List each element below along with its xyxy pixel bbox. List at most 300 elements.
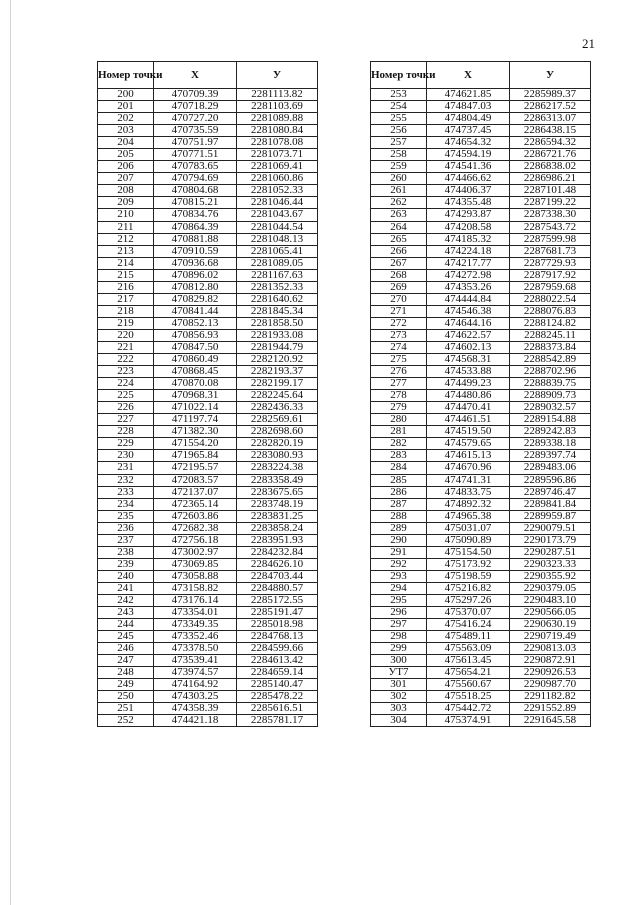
cell-x: 475370.07 <box>427 607 510 619</box>
cell-point-number: 277 <box>371 378 427 390</box>
cell-point-number: 262 <box>371 197 427 209</box>
cell-x: 474594.19 <box>427 149 510 161</box>
cell-point-number: 210 <box>98 209 154 221</box>
cell-y: 2282820.19 <box>237 438 318 450</box>
table-row <box>98 438 318 450</box>
cell-x: 473378.50 <box>154 643 237 655</box>
page-number: 21 <box>582 36 595 51</box>
cell-x: 474355.48 <box>427 197 510 209</box>
cell-x: 470868.45 <box>154 366 237 378</box>
cell-x: 475154.50 <box>427 546 510 558</box>
cell-x: 471965.84 <box>154 450 237 462</box>
table-row <box>98 450 318 462</box>
table-row <box>98 354 318 366</box>
cell-x: 470852.13 <box>154 317 237 329</box>
table-row <box>371 269 591 281</box>
cell-x: 474499.23 <box>427 378 510 390</box>
cell-point-number: 205 <box>98 149 154 161</box>
cell-point-number: 246 <box>98 643 154 655</box>
cell-y: 2285018.98 <box>237 619 318 631</box>
cell-point-number: 204 <box>98 137 154 149</box>
cell-point-number: 290 <box>371 534 427 546</box>
table-row <box>98 390 318 402</box>
cell-y: 2284703.44 <box>237 570 318 582</box>
table-row <box>98 341 318 353</box>
cell-x: 470709.39 <box>154 89 237 101</box>
cell-point-number: 275 <box>371 354 427 366</box>
table-row <box>98 691 318 703</box>
cell-y: 2285172.55 <box>237 594 318 606</box>
cell-x: 474615.13 <box>427 450 510 462</box>
cell-point-number: 221 <box>98 341 154 353</box>
cell-point-number: 251 <box>98 703 154 715</box>
cell-x: 470860.49 <box>154 354 237 366</box>
table-row <box>98 546 318 558</box>
table-row <box>371 655 591 667</box>
cell-x: 474546.38 <box>427 305 510 317</box>
table-header-row <box>98 62 318 89</box>
table-row <box>98 221 318 233</box>
cell-y: 2285781.17 <box>237 715 318 727</box>
cell-point-number: 260 <box>371 173 427 185</box>
cell-point-number: 233 <box>98 486 154 498</box>
cell-y: 2281944.79 <box>237 341 318 353</box>
table-row <box>98 305 318 317</box>
cell-point-number: 266 <box>371 245 427 257</box>
table-row <box>98 173 318 185</box>
cell-point-number: 267 <box>371 257 427 269</box>
cell-x: 475489.11 <box>427 631 510 643</box>
coordinates-table-left <box>97 61 318 727</box>
table-row <box>98 209 318 221</box>
cell-y: 2286838.02 <box>510 161 591 173</box>
header-point-number: Номер точки <box>371 62 427 89</box>
cell-y: 2283951.93 <box>237 534 318 546</box>
table-row <box>371 293 591 305</box>
cell-x: 473069.85 <box>154 558 237 570</box>
cell-y: 2288245.11 <box>510 329 591 341</box>
table-row <box>371 89 591 101</box>
cell-point-number: 252 <box>98 715 154 727</box>
table-row <box>98 317 318 329</box>
cell-point-number: 222 <box>98 354 154 366</box>
cell-point-number: 269 <box>371 281 427 293</box>
table-row <box>371 378 591 390</box>
cell-x: 470834.76 <box>154 209 237 221</box>
table-row <box>371 438 591 450</box>
cell-x: 474892.32 <box>427 498 510 510</box>
table-row <box>371 149 591 161</box>
cell-y: 2281046.44 <box>237 197 318 209</box>
cell-point-number: 212 <box>98 233 154 245</box>
cell-y: 2288373.84 <box>510 341 591 353</box>
cell-y: 2289483.06 <box>510 462 591 474</box>
cell-x: 470856.93 <box>154 329 237 341</box>
cell-y: 2290926.53 <box>510 667 591 679</box>
cell-point-number: 298 <box>371 631 427 643</box>
cell-x: 474533.88 <box>427 366 510 378</box>
cell-x: 473352.46 <box>154 631 237 643</box>
cell-point-number: 232 <box>98 474 154 486</box>
cell-point-number: 225 <box>98 390 154 402</box>
table-row <box>371 101 591 113</box>
cell-y: 2281065.41 <box>237 245 318 257</box>
cell-x: 472682.38 <box>154 522 237 534</box>
cell-x: 474272.98 <box>427 269 510 281</box>
cell-point-number: 284 <box>371 462 427 474</box>
cell-y: 2284659.14 <box>237 667 318 679</box>
table-row <box>371 631 591 643</box>
cell-point-number: 208 <box>98 185 154 197</box>
cell-y: 2283358.49 <box>237 474 318 486</box>
cell-point-number: 200 <box>98 89 154 101</box>
cell-point-number: 278 <box>371 390 427 402</box>
header-y: У <box>237 62 318 89</box>
cell-point-number: 271 <box>371 305 427 317</box>
cell-y: 2290483.10 <box>510 594 591 606</box>
cell-x: 474217.77 <box>427 257 510 269</box>
cell-point-number: 237 <box>98 534 154 546</box>
cell-y: 2288124.82 <box>510 317 591 329</box>
cell-point-number: 280 <box>371 414 427 426</box>
cell-x: 473974.57 <box>154 667 237 679</box>
table-row <box>98 474 318 486</box>
table-row <box>371 414 591 426</box>
cell-y: 2288022.54 <box>510 293 591 305</box>
cell-y: 2284626.10 <box>237 558 318 570</box>
cell-y: 2282193.37 <box>237 366 318 378</box>
table-row <box>98 426 318 438</box>
table-row <box>371 341 591 353</box>
cell-point-number: 213 <box>98 245 154 257</box>
cell-y: 2283858.24 <box>237 522 318 534</box>
cell-y: 2281103.69 <box>237 101 318 113</box>
cell-point-number: 274 <box>371 341 427 353</box>
cell-x: 472365.14 <box>154 498 237 510</box>
cell-y: 2287543.72 <box>510 221 591 233</box>
cell-x: 471382.30 <box>154 426 237 438</box>
cell-point-number: 295 <box>371 594 427 606</box>
cell-x: 470815.21 <box>154 197 237 209</box>
table-row <box>98 281 318 293</box>
table-row <box>371 703 591 715</box>
cell-y: 2281069.41 <box>237 161 318 173</box>
cell-y: 2290323.33 <box>510 558 591 570</box>
cell-y: 2281080.84 <box>237 125 318 137</box>
table-row <box>371 510 591 522</box>
cell-y: 2289841.84 <box>510 498 591 510</box>
cell-y: 2286313.07 <box>510 113 591 125</box>
cell-y: 2286986.21 <box>510 173 591 185</box>
table-row <box>371 402 591 414</box>
cell-x: 473176.14 <box>154 594 237 606</box>
table-row <box>98 402 318 414</box>
cell-x: 473539.41 <box>154 655 237 667</box>
table-row <box>98 667 318 679</box>
cell-point-number: 301 <box>371 679 427 691</box>
cell-y: 2284880.57 <box>237 582 318 594</box>
table-row <box>98 149 318 161</box>
table-row <box>371 546 591 558</box>
table-row <box>98 594 318 606</box>
cell-y: 2284599.66 <box>237 643 318 655</box>
cell-x: 470718.29 <box>154 101 237 113</box>
cell-y: 2284232.84 <box>237 546 318 558</box>
cell-y: 2282436.33 <box>237 402 318 414</box>
cell-x: 475560.67 <box>427 679 510 691</box>
table-row <box>371 317 591 329</box>
cell-y: 2288702.96 <box>510 366 591 378</box>
cell-x: 472603.86 <box>154 510 237 522</box>
cell-point-number: 228 <box>98 426 154 438</box>
cell-x: 473158.82 <box>154 582 237 594</box>
cell-x: 474602.13 <box>427 341 510 353</box>
table-row <box>98 245 318 257</box>
cell-point-number: 227 <box>98 414 154 426</box>
cell-x: 474519.50 <box>427 426 510 438</box>
cell-point-number: 296 <box>371 607 427 619</box>
cell-x: 472195.57 <box>154 462 237 474</box>
cell-y: 2288909.73 <box>510 390 591 402</box>
cell-y: 2287681.73 <box>510 245 591 257</box>
header-y: У <box>510 62 591 89</box>
cell-y: 2289032.57 <box>510 402 591 414</box>
table-row <box>98 89 318 101</box>
cell-y: 2281089.88 <box>237 113 318 125</box>
cell-point-number: 300 <box>371 655 427 667</box>
cell-y: 2281052.33 <box>237 185 318 197</box>
cell-x: 474406.37 <box>427 185 510 197</box>
cell-y: 2283224.38 <box>237 462 318 474</box>
table-row <box>98 269 318 281</box>
cell-x: 472756.18 <box>154 534 237 546</box>
cell-y: 2285616.51 <box>237 703 318 715</box>
cell-y: 2286217.52 <box>510 101 591 113</box>
cell-x: 473354.01 <box>154 607 237 619</box>
cell-x: 475297.26 <box>427 594 510 606</box>
cell-point-number: 239 <box>98 558 154 570</box>
cell-y: 2285140.47 <box>237 679 318 691</box>
cell-y: 2281858.50 <box>237 317 318 329</box>
table-row <box>371 594 591 606</box>
cell-y: 2281933.08 <box>237 329 318 341</box>
cell-point-number: 238 <box>98 546 154 558</box>
table-row <box>98 703 318 715</box>
cell-point-number: 264 <box>371 221 427 233</box>
cell-y: 2290719.49 <box>510 631 591 643</box>
table-row <box>371 233 591 245</box>
cell-y: 2288076.83 <box>510 305 591 317</box>
cell-y: 2289959.87 <box>510 510 591 522</box>
cell-y: 2287199.22 <box>510 197 591 209</box>
cell-y: 2282569.61 <box>237 414 318 426</box>
cell-y: 2281043.67 <box>237 209 318 221</box>
cell-y: 2290630.19 <box>510 619 591 631</box>
cell-y: 2290987.70 <box>510 679 591 691</box>
table-row <box>371 474 591 486</box>
table-row <box>98 679 318 691</box>
cell-x: 475563.09 <box>427 643 510 655</box>
table-row <box>98 366 318 378</box>
cell-y: 2281060.86 <box>237 173 318 185</box>
cell-x: 470847.50 <box>154 341 237 353</box>
cell-x: 474654.32 <box>427 137 510 149</box>
table-row <box>371 245 591 257</box>
cell-y: 2281048.13 <box>237 233 318 245</box>
cell-x: 475442.72 <box>427 703 510 715</box>
cell-point-number: 288 <box>371 510 427 522</box>
cell-point-number: 216 <box>98 281 154 293</box>
cell-x: 474480.86 <box>427 390 510 402</box>
table-row <box>98 643 318 655</box>
table-row <box>371 125 591 137</box>
table-row <box>98 655 318 667</box>
cell-point-number: 231 <box>98 462 154 474</box>
cell-x: 470910.59 <box>154 245 237 257</box>
cell-x: 471197.74 <box>154 414 237 426</box>
table-row <box>371 354 591 366</box>
table-row <box>371 462 591 474</box>
table-row <box>98 161 318 173</box>
cell-point-number: 265 <box>371 233 427 245</box>
cell-x: 474208.58 <box>427 221 510 233</box>
table-row <box>98 233 318 245</box>
table-row <box>371 643 591 655</box>
cell-x: 471554.20 <box>154 438 237 450</box>
cell-y: 2286594.32 <box>510 137 591 149</box>
cell-y: 2281044.54 <box>237 221 318 233</box>
cell-y: 2283080.93 <box>237 450 318 462</box>
cell-x: 470896.02 <box>154 269 237 281</box>
cell-x: 475216.82 <box>427 582 510 594</box>
cell-x: 474461.51 <box>427 414 510 426</box>
header-point-number: Номер точки <box>98 62 154 89</box>
table-row <box>371 257 591 269</box>
header-x: Х <box>154 62 237 89</box>
cell-point-number: 263 <box>371 209 427 221</box>
cell-y: 2284768.13 <box>237 631 318 643</box>
cell-y: 2290079.51 <box>510 522 591 534</box>
cell-y: 2290872.91 <box>510 655 591 667</box>
cell-point-number: 214 <box>98 257 154 269</box>
cell-x: 471022.14 <box>154 402 237 414</box>
table-row <box>371 582 591 594</box>
cell-point-number: 293 <box>371 570 427 582</box>
table-row <box>98 619 318 631</box>
table-row <box>98 582 318 594</box>
cell-y: 2291552.89 <box>510 703 591 715</box>
cell-x: 470735.59 <box>154 125 237 137</box>
cell-x: 474444.84 <box>427 293 510 305</box>
cell-point-number: 218 <box>98 305 154 317</box>
cell-x: 474965.38 <box>427 510 510 522</box>
cell-point-number: 236 <box>98 522 154 534</box>
cell-point-number: 285 <box>371 474 427 486</box>
cell-point-number: 235 <box>98 510 154 522</box>
cell-point-number: 248 <box>98 667 154 679</box>
cell-x: 475198.59 <box>427 570 510 582</box>
cell-x: 474741.31 <box>427 474 510 486</box>
table-row <box>371 691 591 703</box>
cell-point-number: 245 <box>98 631 154 643</box>
cell-y: 2291182.82 <box>510 691 591 703</box>
cell-point-number: 203 <box>98 125 154 137</box>
cell-point-number: 270 <box>371 293 427 305</box>
table-row <box>98 522 318 534</box>
cell-x: 474541.36 <box>427 161 510 173</box>
cell-x: 474833.75 <box>427 486 510 498</box>
cell-point-number: 207 <box>98 173 154 185</box>
cell-y: 2287338.30 <box>510 209 591 221</box>
cell-point-number: 297 <box>371 619 427 631</box>
cell-x: 475090.89 <box>427 534 510 546</box>
cell-x: 475613.45 <box>427 655 510 667</box>
table-row <box>371 486 591 498</box>
cell-point-number: 257 <box>371 137 427 149</box>
cell-y: 2289338.18 <box>510 438 591 450</box>
cell-x: 474303.25 <box>154 691 237 703</box>
cell-y: 2284613.42 <box>237 655 318 667</box>
table-row <box>371 498 591 510</box>
cell-point-number: 258 <box>371 149 427 161</box>
cell-x: 475416.24 <box>427 619 510 631</box>
cell-y: 2282199.17 <box>237 378 318 390</box>
cell-x: 474164.92 <box>154 679 237 691</box>
table-row <box>371 197 591 209</box>
table-row <box>371 667 591 679</box>
cell-point-number: 230 <box>98 450 154 462</box>
cell-y: 2286438.15 <box>510 125 591 137</box>
cell-x: 474353.26 <box>427 281 510 293</box>
cell-point-number: 292 <box>371 558 427 570</box>
cell-x: 470968.31 <box>154 390 237 402</box>
cell-point-number: 247 <box>98 655 154 667</box>
cell-x: 474644.16 <box>427 317 510 329</box>
cell-y: 2285478.22 <box>237 691 318 703</box>
cell-point-number: 234 <box>98 498 154 510</box>
cell-y: 2291645.58 <box>510 715 591 727</box>
cell-y: 2287729.93 <box>510 257 591 269</box>
cell-point-number: 202 <box>98 113 154 125</box>
table-row <box>371 607 591 619</box>
table-row <box>98 715 318 727</box>
cell-x: 470794.69 <box>154 173 237 185</box>
cell-y: 2287599.98 <box>510 233 591 245</box>
table-row <box>98 378 318 390</box>
coordinates-table-right <box>370 61 591 727</box>
cell-point-number: 281 <box>371 426 427 438</box>
cell-y: 2281640.62 <box>237 293 318 305</box>
cell-point-number: 259 <box>371 161 427 173</box>
table-row <box>371 450 591 462</box>
cell-x: 474224.18 <box>427 245 510 257</box>
cell-x: 475374.91 <box>427 715 510 727</box>
cell-point-number: 244 <box>98 619 154 631</box>
cell-point-number: 206 <box>98 161 154 173</box>
cell-point-number: 261 <box>371 185 427 197</box>
cell-x: 472137.07 <box>154 486 237 498</box>
cell-y: 2290813.03 <box>510 643 591 655</box>
cell-x: 474804.49 <box>427 113 510 125</box>
cell-y: 2287101.48 <box>510 185 591 197</box>
table-header-row <box>371 62 591 89</box>
cell-y: 2289154.88 <box>510 414 591 426</box>
cell-x: 473002.97 <box>154 546 237 558</box>
table-row <box>98 293 318 305</box>
cell-point-number: 283 <box>371 450 427 462</box>
table-row <box>371 161 591 173</box>
table-row <box>98 113 318 125</box>
